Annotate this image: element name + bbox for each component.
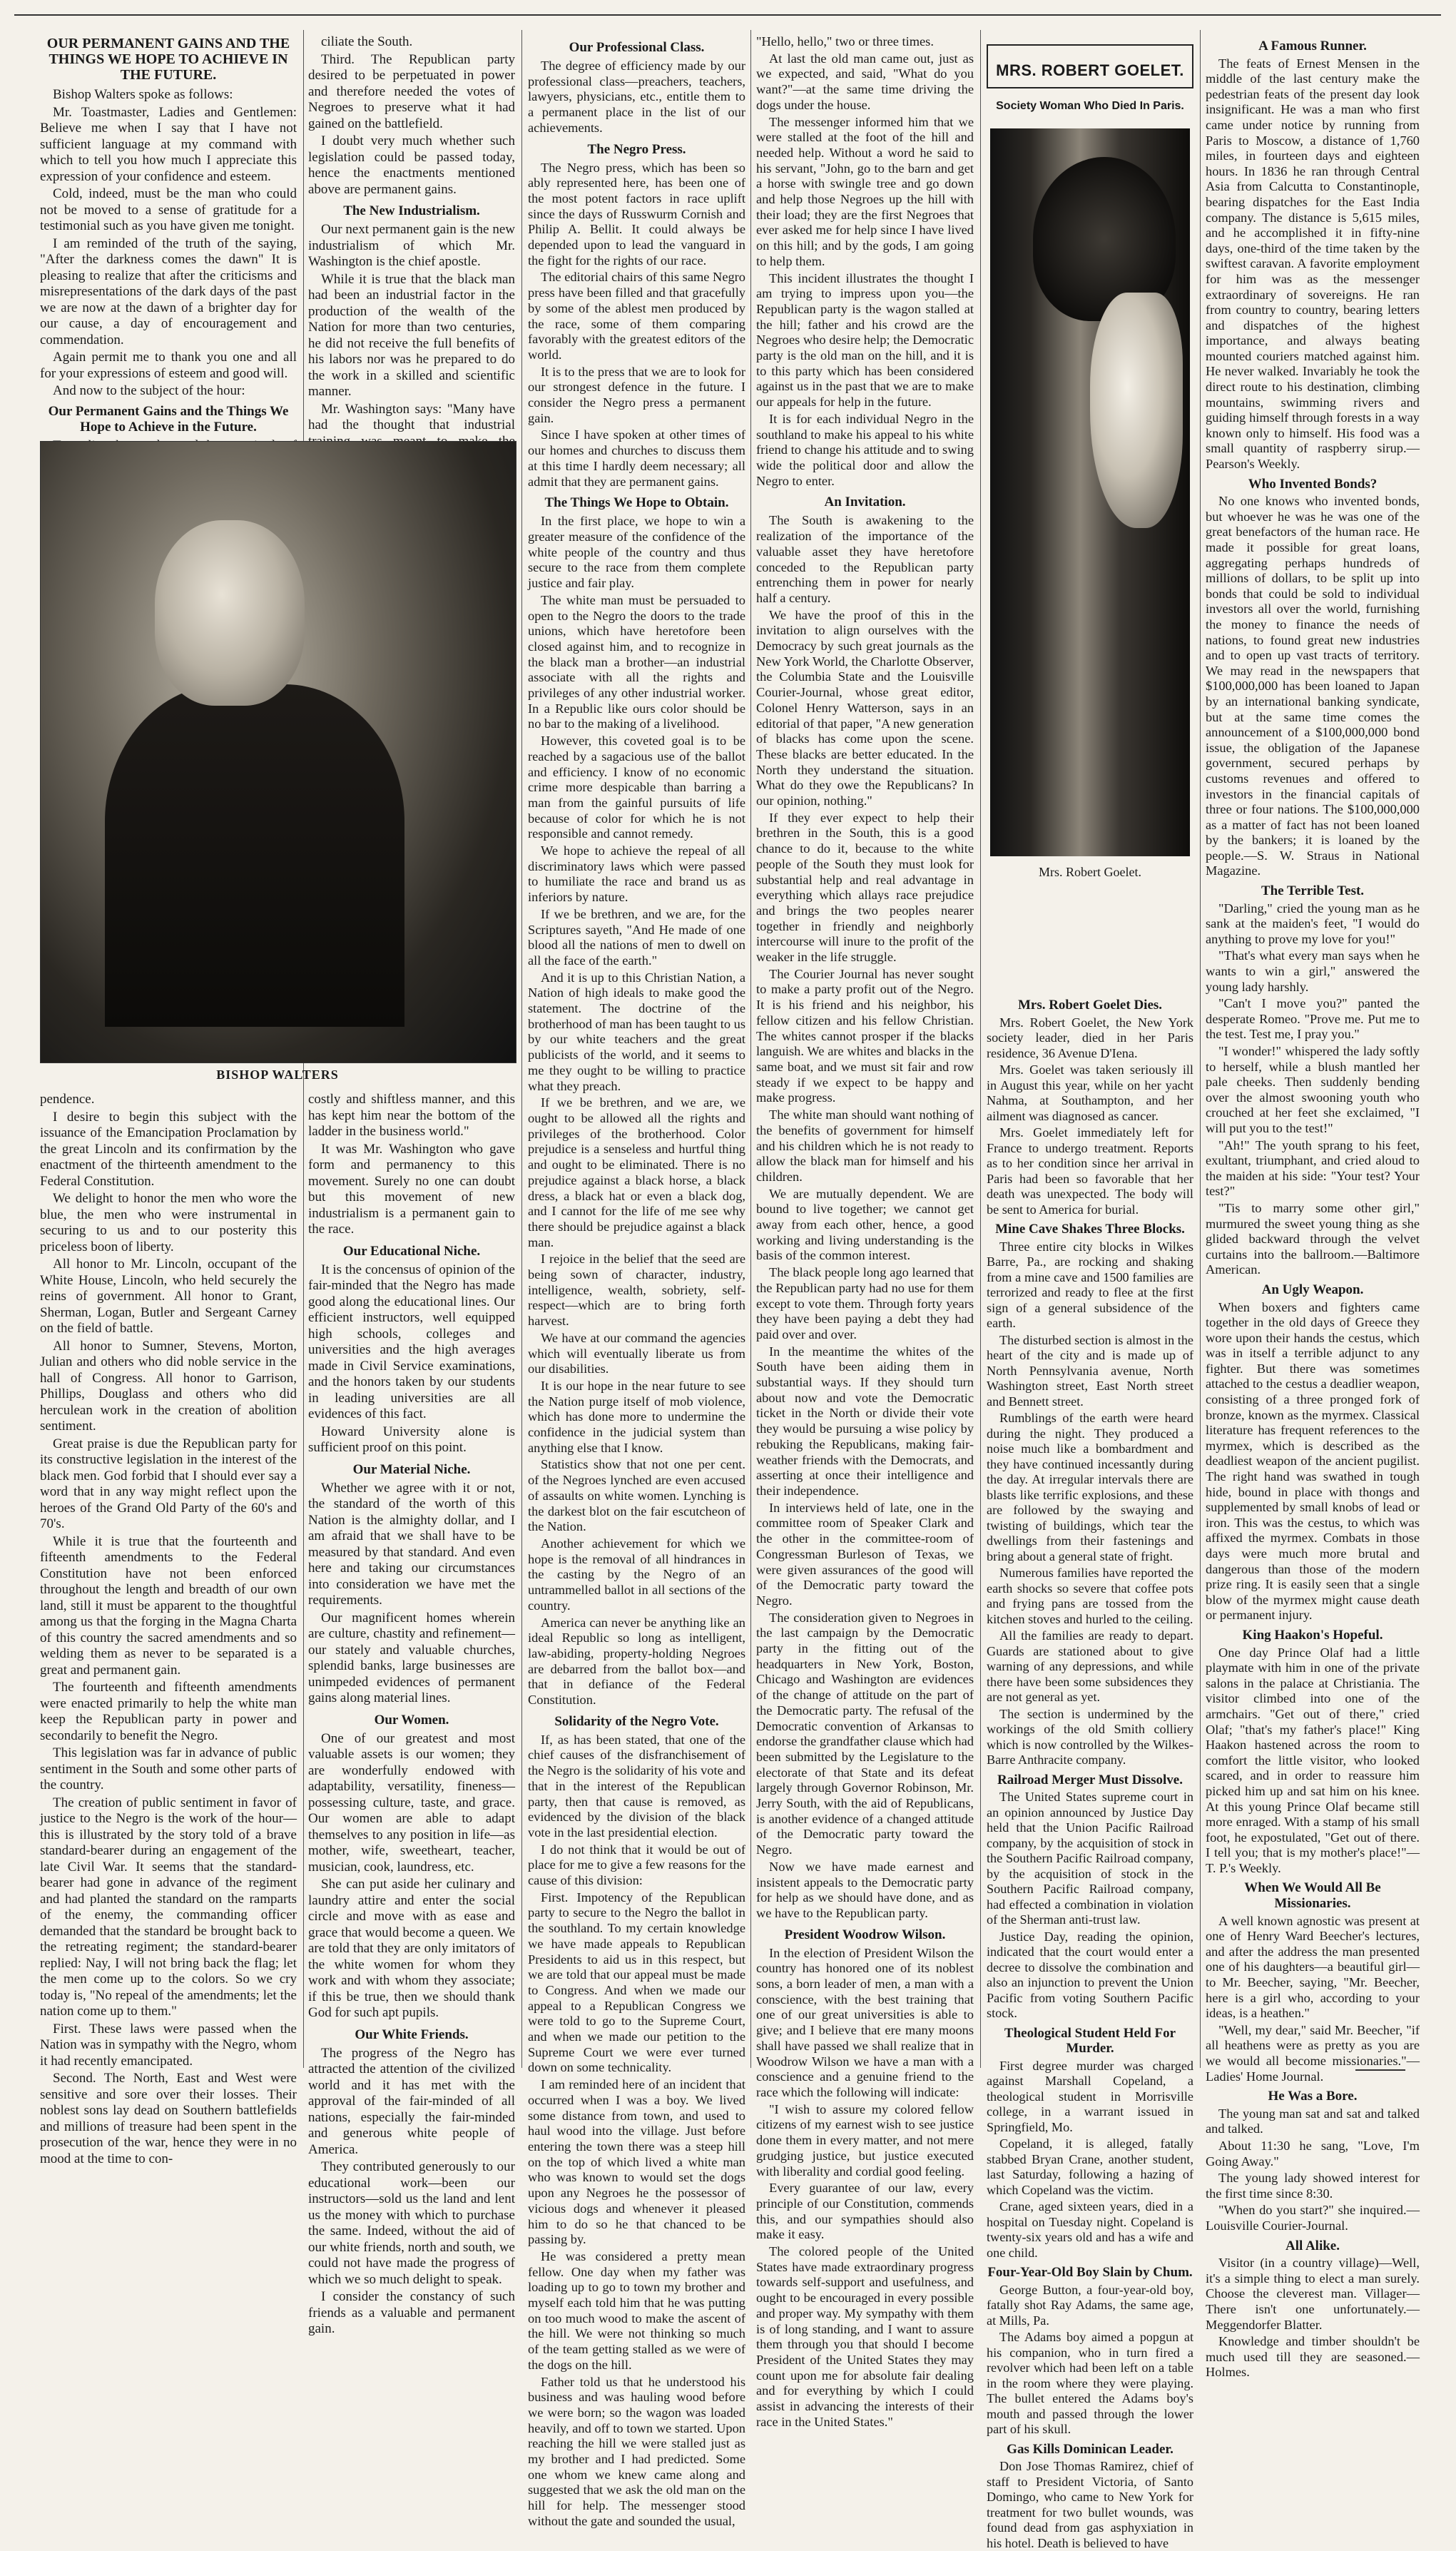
paragraph: Justice Day, reading the opinion, indicated that the court would enter a decree to dissolve the combination and also an injunction to prevent the Union Pacific from voting Southern Pacific stock. xyxy=(987,1929,1193,2020)
paragraph: The creation of public sentiment in favor of justice to the Negro is the work of the hour—this is illustrated by the story told of a brave standard-bearer during an engagement of the late Civil War. It seems that the standard-bearer had gone in advance of the regiment and had planted the standard on the ramparts of the enemy, the commanding officer demanded that the standard be brought back to the retreating regiment; the standard-bearer replied: Nay, I will not bring back the flag; let the men come up to the colors. So we cry today is, "No repeal of the amendments; let the nation come up to them." xyxy=(40,1795,297,2019)
paragraph: "Hello, hello," two or three times. xyxy=(756,34,934,49)
paragraph: If we be brethren, and we are, we ought to be allowed all the rights and privileges of the brotherhood. Color prejudice is a senseless and hurtful thing and ought to be eliminated. There is no prejudice against a black horse, a black dress, a black hat or even a black dog, and I cannot for the life of me see why there should be prejudice against a black man. xyxy=(528,1095,745,1249)
paragraph: The progress of the Negro has attracted the attention of the civilized world and it has met with the approval of the fair-minded of all nations, especially the fair-minded and generous white people of America. xyxy=(308,2045,515,2157)
feature-subtitle: Society Woman Who Died In Paris. xyxy=(996,100,1184,112)
paragraph: I am reminded here of an incident that occurred when I was a boy. We lived some distance from town, and used to haul wood into the village. Just before entering the town there was a steep hill on the top of which lived a white man who was known to would set the dogs upon any Negroes he the possessor of vicious dogs and whenever it pleased him to do so he that chanced to be passing by. xyxy=(528,2077,745,2247)
paragraph: Don Jose Thomas Ramirez, chief of staff to President Victoria, of Santo Domingo, who came to New York for treatment for two bullet wounds, was found dead from gas asphyxiation in his hotel. Death is believed to have xyxy=(987,2459,1193,2550)
paragraph: Since I have spoken at other times of our homes and churches to discuss them at this time I hardly deem necessary; all admit that they are permanent gains. xyxy=(528,427,745,489)
paragraph: She can put aside her culinary and laundry attire and enter the social circle and move with as ease and grace that would become a queen. We are told that they are only imitators of the white women for whom they work and with whom they associate; if this be true, then we should thank God for such apt pupils. xyxy=(308,1877,515,2020)
paragraph: Three entire city blocks in Wilkes Barre, Pa., are rocking and shaking from a mine cave and 1500 families are terrorized and ready to flee at the first sign of a general subsidence of the earth. xyxy=(987,1239,1193,1330)
paragraph: It is our hope in the near future to see the Nation purge itself of mob violence, which has done more to undermine the confidence in the judicial system than anything else that I know. xyxy=(528,1378,745,1455)
photo-figure-face xyxy=(155,520,305,706)
portrait-face xyxy=(1090,293,1183,528)
paragraph: All the families are ready to depart. Guards are stationed about to give warning of any depressions, and while there have been some subsidences they are not general as yet. xyxy=(987,1628,1193,1704)
paragraph: Visitor (in a country village)—Well, it's a simple thing to elect a man surely. Choose the cleverest man. Villager—There isn't one unfortunately.—Meggendorfer Blatter. xyxy=(1206,2256,1420,2332)
paragraph: I rejoice in the belief that the seed are being sown of character, industry, intelligence, wealth, sobriety, self-respect—which are to bring forth harvest. xyxy=(528,1252,745,1329)
paragraph: Mrs. Robert Goelet, the New York society leader, died in her Paris residence, 36 Avenue D'Iena. xyxy=(987,1015,1193,1060)
paragraph: "I wonder!" whispered the lady softly to herself, while a blush mantled her pale cheeks. Then suddenly bending over the almost swooning youth who crouched at her feet she exclaimed, "I will put you to the test!" xyxy=(1206,1044,1420,1135)
paragraph: I do not think that it would be out of place for me to give a few reasons for the cause of this division: xyxy=(528,1842,745,1888)
paragraph: Copeland, it is alleged, fatally stabbed Bryan Crane, another student, last Saturday, following a hazing of which Copeland was the victim. xyxy=(987,2136,1193,2197)
paragraph: This incident illustrates the thought I am trying to impress upon you—the Republican party is the wagon stalled at the hill; father and his crowd are the Negroes who desire help; the Democratic party is the old man on the hill, and it is to this party which has been considered against us in the past that we are to make our appeals for help in the future. xyxy=(756,270,974,410)
section-heading: Our Educational Niche. xyxy=(342,1243,481,1259)
photo-caption: BISHOP WALTERS xyxy=(216,1067,339,1082)
paragraph: When boxers and fighters came together in the old days of Greece they wore upon their hands the cestus, which was in itself a terrible adjunct to any fighter. But there was sometimes attached to the cestus a deadlier weapon, consisting of a three pronged fork of bronze, known as the myrmex. Classical literature has frequent references to the myrmex, which is described as the deadliest weapon of the ancient pugilist. The right hand was swathed in tough hide, bound in place with thongs and supplemented by small knobs of lead or iron. This was the cestus, to which was affixed the myrmex. Combats in those days were much more brutal and dangerous than those of the modern prize ring. It is easily seen that a single blow of the myrmex might cause death or permanent injury. xyxy=(1206,1299,1420,1623)
paragraph: The feats of Ernest Mensen in the middle of the last century make the pedestrian feats of the present day look insignificant. He was a man who first came under notice by running from Paris to Moscow, a distance of 1,760 miles, in fourteen days and eighteen hours. In 1836 he ran through Central Asia from Calcutta to Constantinople, bearing dispatches for the East India company. The distance is 5,615 miles, and he accomplished it in fifty-nine days, one-third of the time taken by the swiftest caravan. A favorite employment for him was as the messenger extraordinary of sovereigns. He ran from country to country, bearing letters and dispatches of the highest importance, and always beating mounted couriers matched against him. He never walked. Invariably he took the direct route to his destination, climbing mountains, swimming rivers and guiding himself through forests in a way known only to himself. His food was a small quantity of raspberry sirup.—Pearson's Weekly. xyxy=(1206,56,1420,472)
paragraph: It is for each individual Negro in the southland to make his appeal to his white friend to change his attitude and to swing wide the political door and allow the Negro to enter. xyxy=(756,411,974,488)
news-heading: An Ugly Weapon. xyxy=(1261,1282,1364,1297)
paragraph: The degree of efficiency made by our professional class—preachers, teachers, lawyers, physicians, etc., entitle them to a permanent place in the list of our achievements. xyxy=(528,59,745,135)
paragraph: About 11:30 he sang, "Love, I'm Going Away." xyxy=(1206,2138,1420,2169)
bishop-walters-photo xyxy=(40,441,516,1063)
column-3 xyxy=(528,34,746,2528)
paragraph: America can never be anything like an ideal Republic so long as intelligent, law-abiding, property-holding Negroes are debarred from the ballot box—and that in defiance of the Federal Constitution. xyxy=(528,1615,745,1708)
paragraph: The Courier Journal has never sought to make a party profit out of the Negro. It is his friend and his neighbor, his fellow citizen and his fellow Christian. The whites cannot prosper if the blacks languish. We are whites and blacks in the same boat, and we must sit fair and row steady if we expect to be happy and make progress. xyxy=(756,966,974,1105)
paragraph: Bishop Walters spoke as follows: xyxy=(53,87,233,102)
paragraph: I desire to begin this subject with the issuance of the Emancipation Proclamation by the great Lincoln and its confirmation by the enactment of the thirteenth amendment to the Federal Constitution. xyxy=(40,1109,297,1189)
news-heading: Four-Year-Old Boy Slain by Chum. xyxy=(987,2265,1193,2280)
news-heading: Mine Cave Shakes Three Blocks. xyxy=(995,1222,1185,1237)
paragraph: Now we have made earnest and insistent appeals to the Democratic party for help as we should have done, and as we have to the Republican party. xyxy=(756,1859,974,1920)
article-headline: OUR PERMANENT GAINS AND THE THINGS WE HOPE TO ACHIEVE IN THE FUTURE. xyxy=(46,36,290,83)
paragraph: Whether we agree with it or not, the standard of the worth of this Nation is the almighty dollar, and I am afraid that we shall have to be measured by that standard. And even here and taking our circumstances into consideration we have met the requirements. xyxy=(308,1480,515,1608)
paragraph: The young man sat and sat and talked and talked. xyxy=(1206,2106,1420,2136)
paragraph: One day Prince Olaf had a little playmate with him in one of the private salons in the palace at Christiania. The visitor climbed into one of the armchairs. "Get out of there," cried Olaf; "that's my father's place!" King Haakon hastened across the room to comfort the little visitor, who looked scared, and in order to reassure him picked him up and sat him on his knee. At this young Prince Olaf became still more enraged. With a stamp of his small foot, he expostulated, "Get out of there. I tell you; that is my mother's place!"—T. P.'s Weekly. xyxy=(1206,1645,1420,1875)
paragraph: "Ah!" The youth sprang to his feet, exultant, triumphant, and cried aloud to the maiden at his side: "Your test? Your test?" xyxy=(1206,1137,1420,1199)
section-heading: The New Industrialism. xyxy=(343,203,480,218)
news-heading: The Terrible Test. xyxy=(1261,883,1365,899)
section-heading: The Things We Hope to Obtain. xyxy=(544,495,729,511)
column-4 xyxy=(756,34,974,2429)
column-1-top xyxy=(40,34,297,434)
paragraph: The white man must be persuaded to open to the Negro the doors to the trade unions, which have heretofore been closed against him, and to recognize in the black man a brother—an industrial associate with all the rights and privileges of any other industrial worker. In a Republic like ours color should be no bar to the making of a livelihood. xyxy=(528,592,745,731)
paragraph: Again permit me to thank you one and all for your expressions of esteem and good will. xyxy=(40,350,297,381)
paragraph: Knowledge and timber shouldn't be much used till they are seasoned.—Holmes. xyxy=(1206,2334,1420,2380)
paragraph: George Button, a four-year-old boy, fatally shot Ray Adams, the same age, at Mills, Pa. xyxy=(987,2282,1193,2328)
paragraph: "Tis to marry some other girl," murmured the sweet young thing as she glided backward through the velvet curtains into the ballroom.—Baltimore American. xyxy=(1206,1200,1420,1277)
paragraph: Mr. Toastmaster, Ladies and Gentlemen: Believe me when I say that I have not sufficient language at my command with which to tell you how much I appreciate this expression of your confidence and esteem. xyxy=(40,104,297,184)
paragraph: Father told us that he understood his business and was hauling wood before we were born; so the wagon was loaded heavily, and off to town we started. Upon reaching the hill we were stalled just as my brother and I had predicted. Some one whom we knew came along and suggested that we ask the old man on the hill for help. The messenger stood without the gate and sounded the usual, xyxy=(528,2374,745,2528)
paragraph: All honor to Sumner, Stevens, Morton, Julian and others who did noble service in the hall of Congress. All honor to Garrison, Phillips, Douglass and others who did herculean work in the creation of abolition sentiment. xyxy=(40,1338,297,1434)
paragraph: ciliate the South. xyxy=(321,34,413,49)
paragraph: The United States supreme court in an opinion announced by Justice Day held that the Union Pacific Railroad company, by the acquisition of stock in the Southern Pacific Railroad company, by the acquisition of stock in the Southern Pacific Railroad company, had effected a combination in violation of the Sherman anti-trust law. xyxy=(987,1790,1193,1927)
news-heading: When We Would All Be Missionaries. xyxy=(1244,1880,1381,1912)
paragraph: It was Mr. Washington who gave form and permanency to this movement. Surely no one can doubt but this movement of new industrialism is a permanent gain to the race. xyxy=(308,1141,515,1237)
column-rule xyxy=(980,30,981,2068)
paragraph: Third. The Republican party desired to be perpetuated in power and therefore needed the votes of Negroes to preserve what it had gained on the battlefield. xyxy=(308,51,515,131)
column-2-top xyxy=(308,34,515,434)
paragraph: Mr. Washington says: "Many have had the thought that industrial xyxy=(308,401,515,432)
news-heading: King Haakon's Hopeful. xyxy=(1242,1627,1383,1643)
paragraph: And it is up to this Christian Nation, a Nation of high ideals to make good the statement. The doctrine of the brotherhood of man has been taught to us by our white teachers and the great publicists of the world, and it seems to me they ought to be willing to practice what they preach. xyxy=(528,970,745,1093)
subheading: Our Permanent Gains and the Things We Hope to Achieve in the Future. xyxy=(48,403,289,435)
paragraph: The Negro press, which has been so ably represented here, has been one of the most potent factors in race uplift since the days of Russwurm Cornish and Philip A. Bellit. It could always be depended upon to lead the vanguard in the fight for the rights of our race. xyxy=(528,160,745,268)
news-heading: Who Invented Bonds? xyxy=(1248,476,1378,492)
paragraph: Mrs. Goelet was taken seriously ill in August this year, while on her yacht Nahma, at Southampton, and her ailment was diagnosed as cancer. xyxy=(987,1063,1193,1123)
paragraph: We are mutually dependent. We are bound to live together; we cannot get away from each other, hence, a good working and living understanding is the basis of the common interest. xyxy=(756,1186,974,1263)
paragraph: "Well, my dear," said Mr. Beecher, "if all heathens were as pretty as you are we would all become missionaries."—Ladies' Home Journal. xyxy=(1206,2022,1420,2084)
section-heading: Our Professional Class. xyxy=(569,40,705,55)
paragraph: A well known agnostic was present at one of Henry Ward Beecher's lectures, and after the address the man presented one of his daughters—a beautiful girl—to Mr. Beecher, saying, "Mr. Beecher, here is a girl who, according to your ideas, is a heathen." xyxy=(1206,1913,1420,2021)
paragraph: The colored people of the United States have made extraordinary progress towards self-support and usefulness, and ought to be encouraged in every possible and proper way. My sympathy with them is of long standing, and I want to assure them through you that should I become President of the United States they may count upon me for absolute fair dealing and for everything by which I could assist in advancing the interests of their race in the United States." xyxy=(756,2244,974,2429)
column-rule xyxy=(750,30,751,2068)
paragraph: We have the proof of this in the invitation to align ourselves with the Democracy by such great journals as the New York World, the Charlotte Observer, the Columbia State and the Louisville Courier-Journal, whose great editor, Colonel Henry Watterson, says in an editorial of that paper, "A new generation of blacks has come upon the scene. These blacks are better educated. In the North they understand the situation. What do they owe the Republicans? In our opinion, nothing." xyxy=(756,607,974,808)
paragraph: Cold, indeed, must be the man who could not be moved to a sense of gratitude for a testimonial such as you have given me tonight. xyxy=(40,186,297,233)
paragraph: Another achievement for which we hope is the removal of all hindrances in the casting by the Negro of an untrammelled ballot in all sections of the country. xyxy=(528,1536,745,1613)
column-5-news xyxy=(987,993,1193,2550)
column-1-bottom xyxy=(40,1092,297,2166)
paragraph: I doubt very much whether such legislation could be passed today, hence the enactments mentioned above are permanent gains. xyxy=(308,133,515,197)
paragraph: First degree murder was charged against Marshall Copeland, a theological student in Morrisville college, in a warrant issued in Springfield, Mo. xyxy=(987,2058,1193,2134)
paragraph: In the meantime the whites of the South have been aiding them in substantial ways. If they should turn about now and vote the Democratic ticket in the North or divide their vote they would be pursuing a wise policy by rebuking the Republicans, making fair-weather friends with the Democrats, and asserting at once their intelligence and their independence. xyxy=(756,1344,974,1498)
paragraph: While it is true that the black man had been an industrial factor in the production of the wealth of the Nation for more than two centuries, he did not receive the full benefits of his labors nor was he prepared to do the work in a skilled and scientific manner. xyxy=(308,271,515,399)
paragraph: Rumblings of the earth were heard during the night. They produced a noise much like a bombardment and they have continued incessantly during the day. At irregular intervals there are blasts like terrific explosions, and these are followed by the swaying and twisting of buildings, which tear the dwellings from their fastenings and bring about a general state of fright. xyxy=(987,1411,1193,1563)
column-6 xyxy=(1206,34,1420,2380)
paragraph: pendence. xyxy=(40,1092,95,1107)
paragraph: We delight to honor the men who wore the blue, the men who were instrumental in securing to us and to our posterity this priceless boon of liberty. xyxy=(40,1191,297,1254)
photo-figure-body xyxy=(105,684,404,1027)
paragraph: Every guarantee of our law, every principle of our Constitution, commends this, and our sympathies should also make it easy. xyxy=(756,2181,974,2242)
paragraph: Statistics show that not one per cent. of the Negroes lynched are even accused of assaults on white women. Lynching is the darkest blot on the fair escutcheon of the Nation. xyxy=(528,1457,745,1534)
paragraph: Howard University alone is sufficient proof on this point. xyxy=(308,1424,515,1455)
top-rule xyxy=(14,0,1441,16)
paragraph: The consideration given to Negroes in the last campaign by the Democratic party in the fitting out of the headquarters in New York, Boston, Chicago and Washington are evidences of the change of attitude on the part of the Democratic party. The refusal of the Democratic convention of Arkansas to endorse the grandfather clause which had been submitted by the Legislature to the electorate of that State and its defeat largely through Governor Robinson, Mr. Jerry South, with the aid of Republicans, is another evidence of a changed attitude of the Democratic party toward the Negro. xyxy=(756,1610,974,1857)
paragraph: The editorial chairs of this same Negro press have been filled and that gracefully by some of the ablest men produced by the race, some of them comparing favorably with the greatest editors of the world. xyxy=(528,270,746,362)
paragraph: In the election of President Wilson the country has honored one of its noblest sons, a born leader of men, a man with a conscience, with the best training that one of our great universities is able to give; and I believe that ere many moons shall have passed we shall realize that in Woodrow Wilson we have a man with a conscience and a genuine friend to the race which the following will indicate: xyxy=(756,1945,974,2099)
paragraph: "When do you start?" she inquired.—Louisville Courier-Journal. xyxy=(1206,2203,1420,2233)
paragraph: No one knows who invented bonds, but whoever he was he was one of the great benefactors of the human race. He made it possible for great loans, aggregating perhaps hundreds of millions of dollars, to be split up into bonds that could be sold to individual investors all over the world, furnishing the money to finance the needs of nations, to found great new industries and to open up vast tracts of territory. We may read in the newspapers that $100,000,000 has been loaned to Japan by an international banking syndicate, but at the same time comes the announcement of a $100,000,000 bond issue, the obligation of the Japanese government, secured perhaps by customs revenues and offered to investors in the financial capitals of three or four nations. The $100,000,000 as a matter of fact has not been loaned by the bankers; it is loaned by the people.—S. W. Straus in National Magazine. xyxy=(1206,494,1420,878)
paragraph: Second. The North, East and West were sensitive and sore over their losses. Their noblest sons lay dead on Southern battlefields and millions of treasure had been spent in the prosecution of the war, hence they were in no mood at the time to con- xyxy=(40,2071,297,2166)
paragraph: It is to the press that we are to look for our strongest defence in the future. I consider the Negro press a permanent gain. xyxy=(528,364,745,425)
section-heading: President Woodrow Wilson. xyxy=(784,1927,946,1942)
paragraph: The fourteenth and fifteenth amendments were enacted primarily to help the white man keep the Republican party in power and secondarily to benefit the Negro. xyxy=(40,1680,297,1743)
paragraph: Mrs. Goelet immediately left for France to undergo treatment. Reports as to her condition since her arrival in Paris had been so favorable that her death was unexpected. The body will be sent to America for burial. xyxy=(987,1125,1193,1217)
paragraph: One of our greatest and most valuable assets is our women; they are wonderfully endowed with adaptability, versatility, fineness—possessing culture, taste, and grace. Our women are able to adapt themselves to any position in life—as mother, wife, sweetheart, teacher, musician, cook, laundress, etc. xyxy=(308,1730,515,1875)
paragraph: The South is awakening to the realization of the importance of the valuable asset they have heretofore conceded to the Republican party entrenching them in power for nearly half a century. xyxy=(756,513,974,605)
section-heading: Our Women. xyxy=(374,1712,449,1728)
section-heading: The Negro Press. xyxy=(587,141,686,157)
paragraph: The white man should want nothing of the benefits of government for himself and his children which he is not ready to allow the black man for himself and his children. xyxy=(756,1107,974,1184)
paragraph: If, as has been stated, that one of the chief causes of the disfranchisement of the Negro is the solidarity of his vote and that in the interest of the Republican party, then that cause is removed, as evidenced by the division of the black vote in the last presidential election. xyxy=(528,1732,745,1840)
section-heading: Our Material Niche. xyxy=(352,1461,471,1477)
paragraph: The black people long ago learned that the Republican party had no use for them except to vote them. Through forty years they have been paying a debt they had paid over and over. xyxy=(756,1265,974,1342)
paragraph: And now to the subject of the hour: xyxy=(53,383,245,398)
paragraph: "Darling," cried the young man as he sank at the maiden's feet, "I would do anything to prove my love for you!" xyxy=(1206,901,1420,946)
paragraph: The young lady showed interest for the first time since 8:30. xyxy=(1206,2171,1420,2201)
paragraph: This legislation was far in advance of public sentiment in the South and some other parts of the country. xyxy=(40,1745,297,1792)
column-rule xyxy=(521,30,522,2068)
paragraph: costly and shiftless manner, and this has kept him near the bottom of the ladder in the business world." xyxy=(308,1092,515,1139)
paragraph: If we be brethren, and we are, for the Scriptures sayeth, "And He made of one blood all the nations of men to dwell on all the face of the earth." xyxy=(528,906,745,968)
paragraph: In interviews held of late, one in the committee room of Speaker Clark and the other in the committee-room of Congressman Burleson of Texas, we were given assurances of the good will of the Democratic party toward the Negro. xyxy=(756,1500,974,1608)
paragraph: I am reminded of the truth of the saying, "After the darkness comes the dawn" It is pleasing to realize that after the criticisms and misrepresentations of the dark days of the past we are now at the dawn of a brighter day for our cause, a day of encouragement and commendation. xyxy=(40,235,297,348)
paragraph: In the first place, we hope to win a greater measure of the confidence of the white people of the country and thus secure to the race from them complete justice and fair play. xyxy=(528,514,745,591)
paragraph: I consider the constancy of such friends as a valuable and permanent gain. xyxy=(308,2289,515,2336)
paragraph: Crane, aged sixteen years, died in a hospital on Tuesday night. Copeland is twenty-six years old and has a wife and one child. xyxy=(987,2199,1193,2260)
column-rule xyxy=(1200,30,1201,2068)
paragraph: We hope to achieve the repeal of all discriminatory laws which were passed to humiliate the race and brand us as inferiors by nature. xyxy=(528,843,745,905)
paragraph: "I wish to assure my colored fellow citizens of my earnest wish to see justice done them in every matter, and not mere grudging justice, but justice executed with liberality and cordial good feeling. xyxy=(756,2101,974,2179)
paragraph: Great praise is due the Republican party for its constructive legislation in the interest of the black men. God forbid that I should ever say a word that in any way might reflect upon the heroes of the Grand Old Party of the 60's and 70's. xyxy=(40,1436,297,1531)
portrait-caption: Mrs. Robert Goelet. xyxy=(1039,865,1141,879)
paragraph: If they ever expect to help their brethren in the South, this is a good chance to do it, because to the white people of the South they must look for substantial help and real advantage in everything which allays race prejudice and brings the two peoples nearer together in friendly and neighborly intercourse will inure to the profit of the weaker in the life struggle. xyxy=(756,810,974,965)
paragraph: It is the concensus of opinion of the fair-minded that the Negro has made good along the educational lines. Our efficient instructors, well equipped high schools, colleges and universities and the high averages made in Civil Service examinations, and the honors taken by our students in leading universities are all evidences of this fact. xyxy=(308,1262,515,1421)
paragraph: He was considered a pretty mean fellow. One day when my father was loading up to go to town my brother and myself each told him that he was putting on too much wood to make the ascent of the hill. We were not thinking so much of the team getting stalled as we were of the dogs on the hill. xyxy=(528,2248,745,2372)
paragraph: "That's what every man says when he wants to win a girl," answered the young lady harshly. xyxy=(1206,948,1420,994)
news-heading: Gas Kills Dominican Leader. xyxy=(1007,2441,1174,2457)
news-heading: Theological Student Held For Murder. xyxy=(1004,2025,1176,2056)
news-heading: Mrs. Robert Goelet Dies. xyxy=(1017,998,1163,1013)
paragraph: "Can't I move you?" panted the desperate Romeo. "Prove me. Put me to the test. Test me, I pray you." xyxy=(1206,996,1420,1042)
news-heading: Railroad Merger Must Dissolve. xyxy=(997,1772,1183,1787)
section-heading: Our White Friends. xyxy=(355,2027,469,2042)
paragraph: Our next permanent gain is the new industrialism of which Mr. Washington is the chief apostle. xyxy=(308,222,515,269)
paragraph: We have at our command the agencies which will eventually liberate us from our disabilities. xyxy=(528,1330,745,1376)
paragraph: All honor to Mr. Lincoln, occupant of the White House, Lincoln, who held securely the reins of government. All honor to Grant, Sherman, Logan, Butler and Sergeant Carney on the field of battle. xyxy=(40,1257,297,1336)
paragraph: Numerous families have reported the earth shocks so severe that coffee pots and frying pans are tossed from the kitchen stoves and hurled to the ceiling. xyxy=(987,1566,1193,1626)
paragraph: First. Impotency of the Republican party to secure to the Negro the ballot in the southland. To my certain knowledge we have made appeals to Republican Presidents to aid us in this respect, but we are told that our appeal must be made to Congress. And when we made our appeal to a Republican Congress we were told to go to the Supreme Court, and when we made our petition to the Supreme Court we were ever turned down on some technicality. xyxy=(528,1890,745,2075)
paragraph: The Adams boy aimed a popgun at his companion, who in turn fired a revolver which had been left on a table in the room where they were playing. The bullet entered the Adams boy's mouth and passed through the lower part of his skull. xyxy=(987,2330,1193,2436)
section-heading: An Invitation. xyxy=(824,495,906,510)
feature-title: MRS. ROBERT GOELET. xyxy=(987,44,1193,88)
paragraph: However, this coveted goal is to be reached by a sagacious use of the ballot and efficiency. I know of no economic crime more despicable than barring a man from the gainful pursuits of life because of color for which he is not responsible and cannot remedy. xyxy=(528,734,745,841)
goelet-feature-box xyxy=(987,44,1193,965)
section-heading: Solidarity of the Negro Vote. xyxy=(554,1713,719,1729)
paragraph: While it is true that the fourteenth and fifteenth amendments to the Federal Constitution have not been enforced throughout the length and breadth of our own land, still it must be apparent to the thoughtful among us that the forging in the Magna Charta of this country the sacred amendments and so welding them as never to be separated is a great and permanent gain. xyxy=(40,1533,297,1678)
paragraph: Our magnificent homes wherein are culture, chastity and refinement—our stately and valuable churches, splendid banks, large businesses are unimpeded evidences of permanent gains along material lines. xyxy=(308,1610,515,1705)
paragraph: They contributed generously to our educational work—been our instructors—sold us the land and lent us the money with which to purchase the same. Indeed, without the aid of our white friends, north and south, we could not have made the progress of which we so much delight to speak. xyxy=(308,2159,515,2287)
news-heading: He Was a Bore. xyxy=(1268,2089,1358,2104)
paragraph: The section is undermined by the workings of the old Smith colliery which is now controlled by the Wilkes-Barre Anthracite company. xyxy=(987,1706,1193,1767)
paragraph: The disturbed section is almost in the heart of the city and is made up of North Pennsylvania avenue, North Washington street, East North street and Bennett street. xyxy=(987,1332,1193,1409)
end-rule xyxy=(1355,2069,1405,2071)
column-2-bottom xyxy=(308,1092,515,2336)
news-heading: All Alike. xyxy=(1285,2238,1340,2253)
paragraph: First. These laws were passed when the Nation was in sympathy with the Negro, whom it had recently emancipated. xyxy=(40,2021,297,2069)
goelet-portrait-photo xyxy=(990,128,1190,856)
paragraph: The messenger informed him that we were stalled at the foot of the hill and needed help. Without a word he said to his servant, "John, go to the barn and get a horse with swingle tree and go down and help those Negroes up the hill with their load; they are the first Negroes that ever asked me for help since I have lived on this hill; and by the gods, I am going to help them. xyxy=(756,114,974,268)
paragraph: At last the old man came out, just as we expected, and said, "What do you want?"—at the same time driving the dogs under the house. xyxy=(756,51,974,112)
news-heading: A Famous Runner. xyxy=(1258,39,1367,54)
